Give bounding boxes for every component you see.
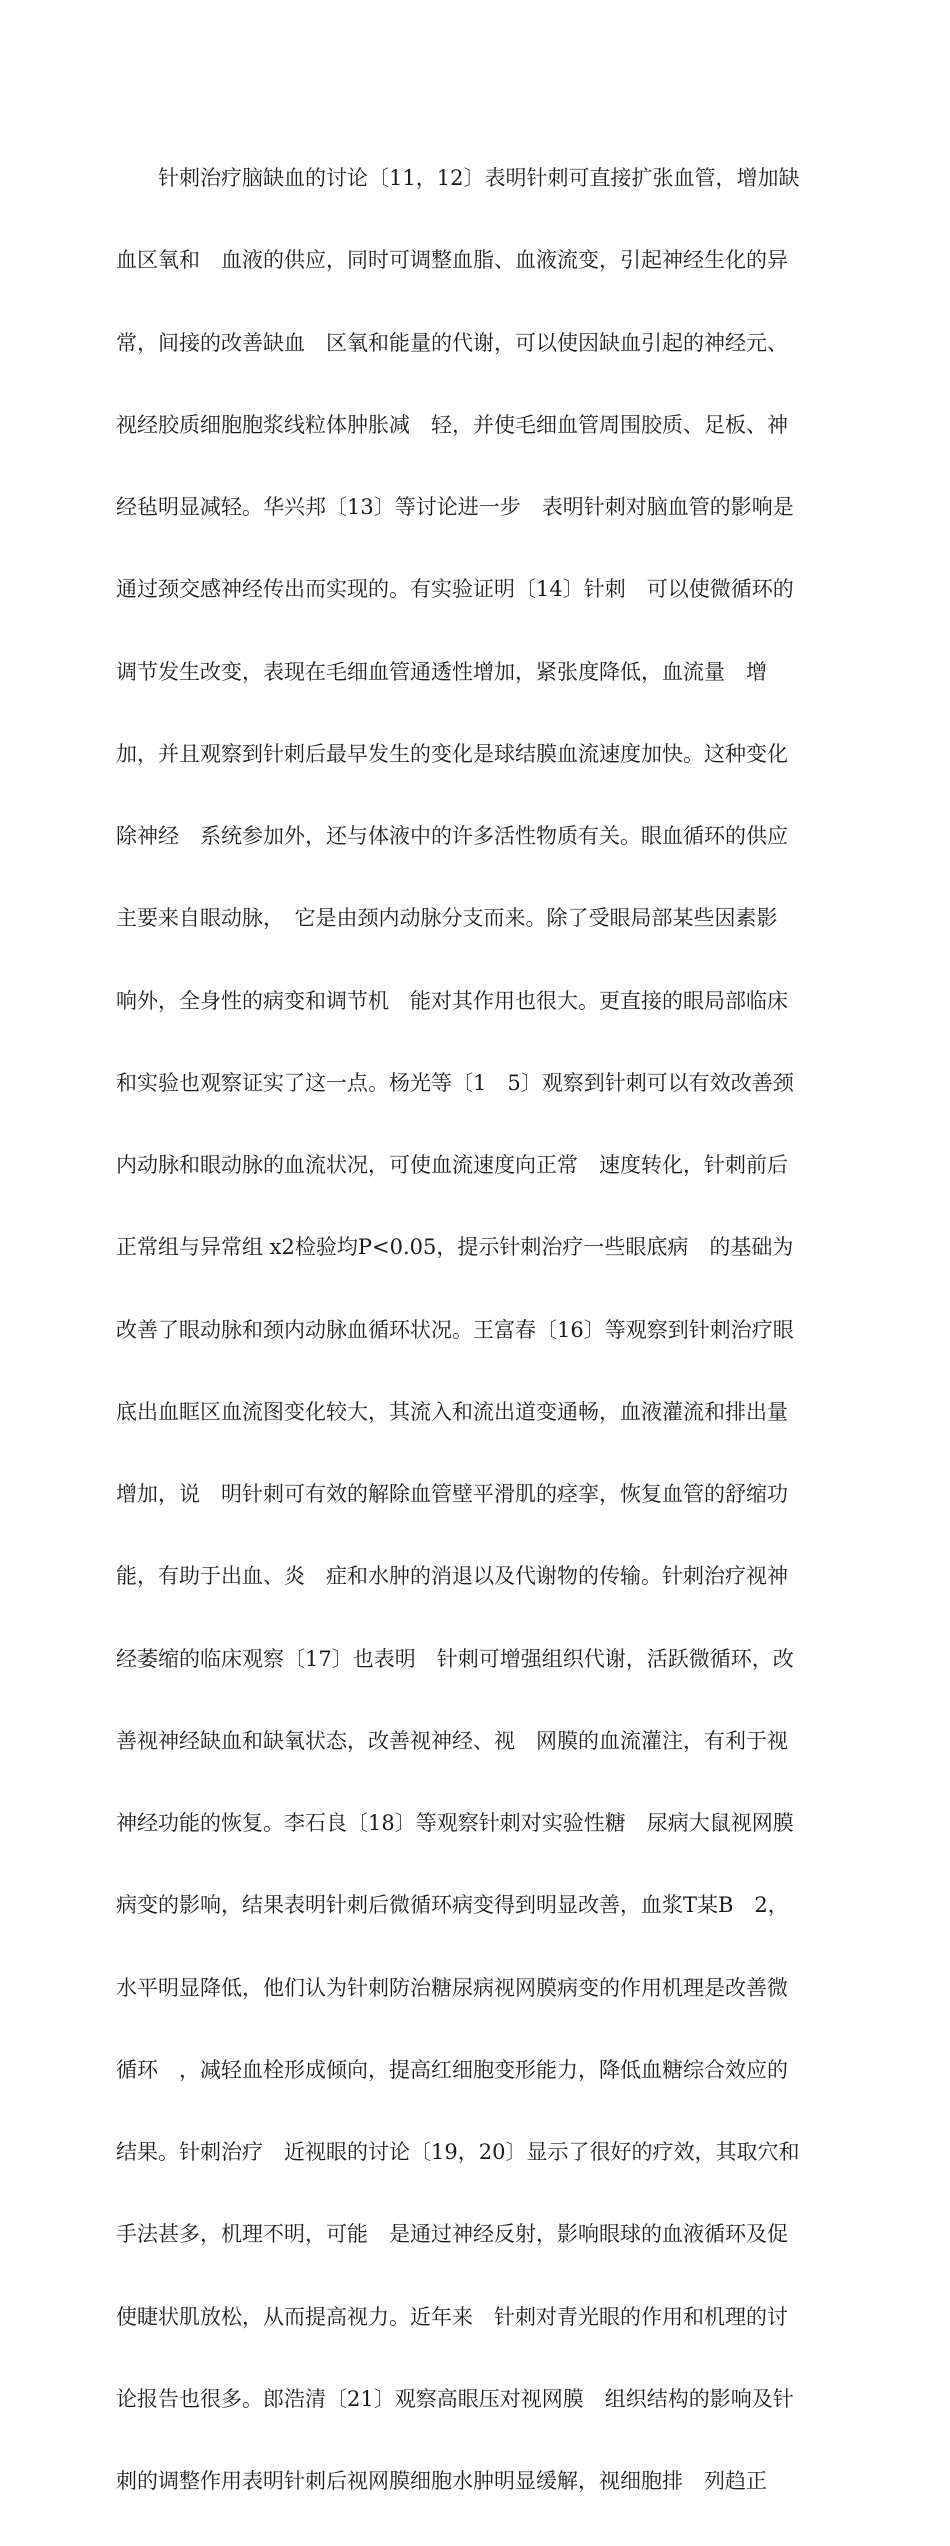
text-line: 改善了眼动脉和颈内动脉血循环状况。王富春〔16〕等观察到针刺治疗眼 bbox=[116, 1317, 794, 1342]
text-line: 经萎缩的临床观察〔17〕也表明 针刺可增强组织代谢，活跃微循环，改 bbox=[116, 1646, 794, 1671]
text-line: 使睫状肌放松，从而提高视力。近年来 针刺对青光眼的作用和机理的讨 bbox=[116, 2304, 788, 2329]
body-paragraph bbox=[116, 113, 836, 2546]
text-line: 刺的调整作用表明针刺后视网膜细胞水肿明显缓解，视细胞排 列趋正 bbox=[116, 2469, 767, 2493]
text-line: 手法甚多，机理不明，可能 是通过神经反射，影响眼球的血液循环及促 bbox=[116, 2222, 788, 2247]
text-line: 除神经 系统参加外，还与体液中的许多活性物质有关。眼血循环的供应 bbox=[116, 824, 788, 848]
text-line: 水平明显降低，他们认为针刺防治糖尿病视网膜病变的作用机理是改善微 bbox=[116, 1975, 788, 2000]
text-line: 病变的影响，结果表明针刺后微循环病变得到明显改善，血浆T某B 2， bbox=[116, 1893, 789, 1918]
text-line: 通过颈交感神经传出而实现的。有实验证明〔14〕针刺 可以使微循环的 bbox=[116, 577, 794, 602]
text-line: 响外，全身性的病变和调节机 能对其作用也很大。更直接的眼局部临床 bbox=[116, 988, 788, 1013]
text-line: 论报告也很多。郎浩清〔21〕观察高眼压对视网膜 组织结构的影响及针 bbox=[116, 2386, 794, 2411]
text-line: 视经胶质细胞胞浆线粒体肿胀减 轻，并使毛细血管周围胶质、足板、神 bbox=[116, 412, 788, 437]
text-line: 调节发生改变，表现在毛细血管通透性增加，紧张度降低，血流量 增 bbox=[116, 659, 767, 684]
text-line: 增加，说 明针刺可有效的解除血管壁平滑肌的痉挛，恢复血管的舒缩功 bbox=[116, 1482, 788, 1506]
text-line: 结果。针刺治疗 近视眼的讨论〔19，20〕显示了很好的疗效，其取穴和 bbox=[116, 2140, 800, 2164]
text-line: 内动脉和眼动脉的血流状况，可使血流速度向正常 速度转化，针刺前后 bbox=[116, 1153, 788, 1177]
text-line: 和实验也观察证实了这一点。杨光等〔1 5〕观察到针刺可以有效改善颈 bbox=[116, 1070, 794, 1095]
text-line: 正常组与异常组 x2检验均P<0.05，提示针刺治疗一些眼底病 的基础为 bbox=[116, 1235, 794, 1260]
text-line: 神经功能的恢复。李石良〔18〕等观察针刺对实验性糖 尿病大鼠视网膜 bbox=[116, 1811, 794, 1835]
text-line: 针刺治疗脑缺血的讨论〔11，12〕表明针刺可直接扩张血管，增加缺 bbox=[116, 166, 800, 190]
text-line: 加，并且观察到针刺后最早发生的变化是球结膜血流速度加快。这种变化 bbox=[116, 741, 788, 766]
text-line: 血区氧和 血液的供应，同时可调整血脂、血液流变，引起神经生化的异 bbox=[116, 248, 788, 273]
text-line: 循环 ，减轻血栓形成倾向，提高红细胞变形能力，降低血糖综合效应的 bbox=[116, 2057, 788, 2082]
text-line: 善视神经缺血和缺氧状态，改善视神经、视 网膜的血流灌注，有利于视 bbox=[116, 1728, 788, 1753]
text-line: 底出血眶区血流图变化较大，其流入和流出道变通畅，血液灌流和排出量 bbox=[116, 1399, 788, 1424]
text-line: 经毡明显减轻。华兴邦〔13〕等讨论进一步 表明针刺对脑血管的影响是 bbox=[116, 495, 794, 519]
text-line: 能，有助于出血、炎 症和水肿的消退以及代谢物的传输。针刺治疗视神 bbox=[116, 1564, 788, 1589]
text-line: 主要来自眼动脉， 它是由颈内动脉分支而来。除了受眼局部某些因素影 bbox=[116, 906, 778, 931]
text-line: 常，间接的改善缺血 区氧和能量的代谢，可以使因缺血引起的神经元、 bbox=[116, 330, 788, 355]
